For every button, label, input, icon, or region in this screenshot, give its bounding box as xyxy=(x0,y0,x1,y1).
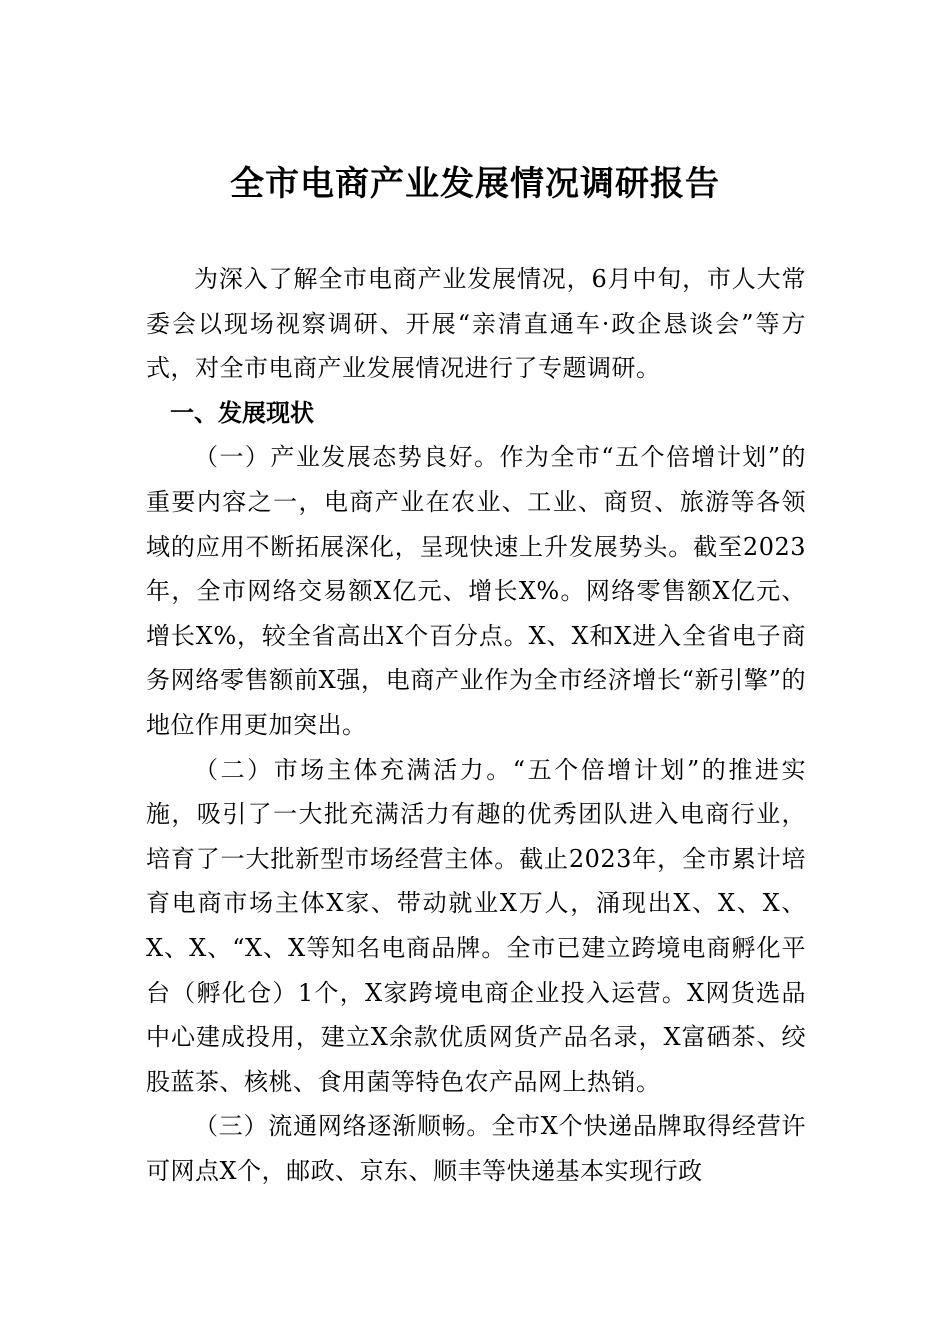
paragraph-market-entities: （二）市场主体充满活力。“五个倍增计划”的推进实施，吸引了一大批充满活力有趣的优秀团队进入电商行业，培育了一大批新型市场经营主体。截止2023年，全市累计培育电商市场主体X家、带动就业X万人，涌现出X、X、X、X、X、“X、X等知名电商品牌。全市已建立跨境电商孵化平台（孵化仓）1个，X家跨境电商企业投入运营。X网货选品中心建成投用，建立X余款优质网货产品名录，X富硒茶、绞股蓝茶、核桃、食用菌等特色农产品网上热销。 xyxy=(146,755,806,1096)
document-body xyxy=(146,257,806,1193)
document-title: 全市电商产业发展情况调研报告 xyxy=(230,164,720,204)
section-heading-development-status: 一、发展现状 xyxy=(170,398,314,427)
paragraph-industry-trend: （一）产业发展态势良好。作为全市“五个倍增计划”的重要内容之一，电商产业在农业、工业、商贸、旅游等各领域的应用不断拓展深化，呈现快速上升发展势头。截至2023年，全市网络交易额X亿元、增长X%。网络零售额X亿元、增长X%，较全省高出X个百分点。X、X和X进入全省电子商务网络零售额前X强，电商产业作为全市经济增长“新引擎”的地位作用更加突出。 xyxy=(146,443,806,739)
paragraph-logistics-network: （三）流通网络逐渐顺畅。全市X个快递品牌取得经营许可网点X个，邮政、京东、顺丰等快递基本实现行政 xyxy=(146,1112,806,1185)
intro-paragraph: 为深入了解全市电商产业发展情况，6月中旬，市人大常委会以现场视察调研、开展“亲清直通车·政企恳谈会”等方式，对全市电商产业发展情况进行了专题调研。 xyxy=(146,265,806,383)
